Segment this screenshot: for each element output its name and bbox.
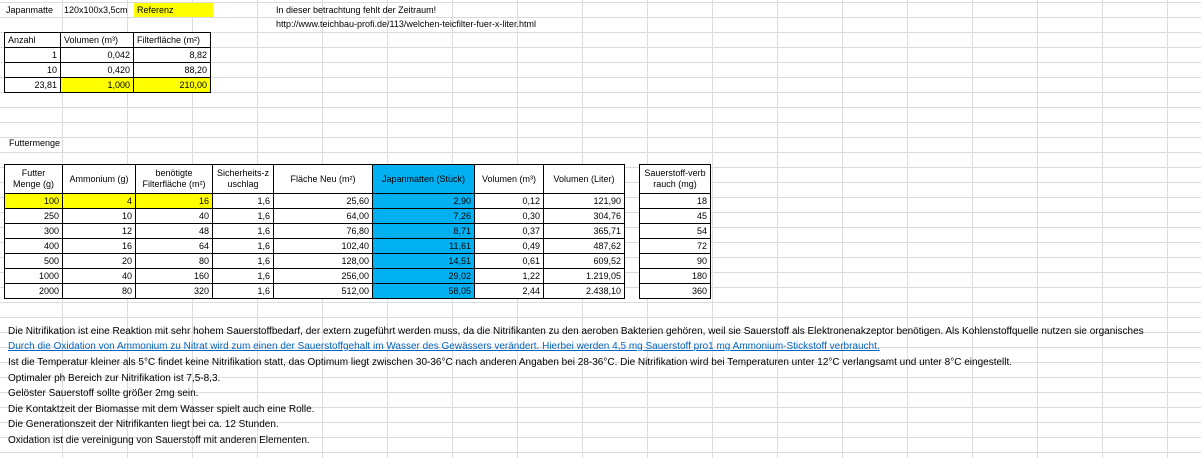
- table-cell[interactable]: 1,6: [213, 209, 274, 224]
- header-sauerstoffverbrauch[interactable]: Sauerstoff-verbrauch (mg): [640, 165, 711, 194]
- header-flaeche-neu[interactable]: Fläche Neu (m²): [274, 165, 373, 194]
- table-cell[interactable]: 320: [136, 284, 213, 299]
- table-cell[interactable]: 1,6: [213, 224, 274, 239]
- table-cell[interactable]: 7,26: [373, 209, 475, 224]
- table-cell[interactable]: 54: [640, 224, 711, 239]
- cell-note-zeitraum[interactable]: In dieser betrachtung fehlt der Zeitraum!: [276, 5, 437, 15]
- table-cell[interactable]: 360: [640, 284, 711, 299]
- small-header-filterflaeche[interactable]: Filterfläche (m²): [134, 33, 211, 48]
- table-cell[interactable]: 25,60: [274, 194, 373, 209]
- note-line[interactable]: Die Nitrifikation ist eine Reaktion mit sehr hohem Sauerstoffbedarf, der extern zugeführt werden muss, da die Nitrifikanten zu den aeroben Bakterien gehören, weil sie Sauerstoff als Elektronenakzeptor benötigen. Als Kohlenstoffquelle nutzen sie organisches: [8, 326, 1144, 337]
- table-cell[interactable]: 48: [136, 224, 213, 239]
- header-volumen-liter[interactable]: Volumen (Liter): [544, 165, 625, 194]
- table-cell[interactable]: 160: [136, 269, 213, 284]
- cell-referenz[interactable]: Referenz: [134, 3, 213, 17]
- table-cell[interactable]: 128,00: [274, 254, 373, 269]
- table-cell[interactable]: 80: [63, 284, 136, 299]
- table-cell[interactable]: 8,71: [373, 224, 475, 239]
- table-cell[interactable]: 10: [63, 209, 136, 224]
- table-cell[interactable]: 29,02: [373, 269, 475, 284]
- table-cell[interactable]: 20: [63, 254, 136, 269]
- cell-url[interactable]: http://www.teichbau-profi.de/113/welchen-teicfilter-fuer-x-liter.html: [276, 19, 536, 29]
- table-cell[interactable]: 64,00: [274, 209, 373, 224]
- table-cell-highlight[interactable]: 1,000: [61, 78, 134, 93]
- table-cell[interactable]: 1,22: [475, 269, 544, 284]
- table-cell[interactable]: 1,6: [213, 254, 274, 269]
- table-cell[interactable]: 0,49: [475, 239, 544, 254]
- table-cell[interactable]: 0,61: [475, 254, 544, 269]
- small-header-volumen[interactable]: Volumen (m³): [61, 33, 134, 48]
- header-volumen-m3[interactable]: Volumen (m³): [475, 165, 544, 194]
- note-line[interactable]: Optimaler ph Bereich zur Nitrifikation ist 7,5-8,3.: [8, 373, 221, 384]
- table-cell[interactable]: 0,12: [475, 194, 544, 209]
- header-ammonium[interactable]: Ammonium (g): [63, 165, 136, 194]
- table-cell[interactable]: 609,52: [544, 254, 625, 269]
- table-cell[interactable]: 1.219,05: [544, 269, 625, 284]
- note-line[interactable]: Oxidation ist die vereinigung von Sauerstoff mit anderen Elementen.: [8, 435, 310, 446]
- table-cell[interactable]: 102,40: [274, 239, 373, 254]
- table-cell[interactable]: 365,71: [544, 224, 625, 239]
- cell-japanmatte-label[interactable]: Japanmatte: [6, 5, 54, 15]
- table-cell[interactable]: 400: [5, 239, 63, 254]
- note-line[interactable]: Ist die Temperatur kleiner als 5°C findet keine Nitrifikation statt, das Optimum liegt zwischen 30-36°C nach anderen Angaben bei 28-36°C. Die Nitrifikation wird bei Temperaturen unter 12°C verlangsamt und unter 8°C eingestellt.: [8, 357, 1013, 368]
- note-line[interactable]: Gelöster Sauerstoff sollte größer 2mg sein.: [8, 388, 199, 399]
- header-futter-menge[interactable]: Futter Menge (g): [5, 165, 63, 194]
- table-cell[interactable]: 1000: [5, 269, 63, 284]
- table-cell[interactable]: 4: [63, 194, 136, 209]
- table-cell[interactable]: 1,6: [213, 194, 274, 209]
- table-cell[interactable]: 0,042: [61, 48, 134, 63]
- table-cell[interactable]: 88,20: [134, 63, 211, 78]
- table-cell[interactable]: 12: [63, 224, 136, 239]
- table-cell[interactable]: 18: [640, 194, 711, 209]
- note-line[interactable]: Die Kontaktzeit der Biomasse mit dem Wasser spielt auch eine Rolle.: [8, 404, 315, 415]
- table-cell[interactable]: 300: [5, 224, 63, 239]
- table-cell-highlight[interactable]: 210,00: [134, 78, 211, 93]
- table-cell[interactable]: 2000: [5, 284, 63, 299]
- table-cell[interactable]: 40: [63, 269, 136, 284]
- table-cell[interactable]: 0,37: [475, 224, 544, 239]
- table-cell[interactable]: 76,80: [274, 224, 373, 239]
- table-cell[interactable]: 90: [640, 254, 711, 269]
- table-cell[interactable]: 256,00: [274, 269, 373, 284]
- table-cell[interactable]: 121,90: [544, 194, 625, 209]
- table-cell[interactable]: 8,82: [134, 48, 211, 63]
- header-sicherheitszuschlag[interactable]: Sicherheits-zuschlag: [213, 165, 274, 194]
- table-cell[interactable]: 64: [136, 239, 213, 254]
- table-cell[interactable]: 11,61: [373, 239, 475, 254]
- table-cell[interactable]: 16: [63, 239, 136, 254]
- table-cell[interactable]: 1: [5, 48, 61, 63]
- note-line[interactable]: Die Generationszeit der Nitrifikanten liegt bei ca. 12 Stunden.: [8, 419, 279, 430]
- small-table: [4, 32, 211, 93]
- table-cell[interactable]: 0,30: [475, 209, 544, 224]
- table-cell[interactable]: 180: [640, 269, 711, 284]
- table-cell[interactable]: 10: [5, 63, 61, 78]
- table-cell[interactable]: 304,76: [544, 209, 625, 224]
- notes-area: [0, 324, 1201, 456]
- table-cell[interactable]: 0,420: [61, 63, 134, 78]
- table-cell[interactable]: 1,6: [213, 269, 274, 284]
- table-cell[interactable]: 2,44: [475, 284, 544, 299]
- table-cell[interactable]: 487,62: [544, 239, 625, 254]
- header-japanmatten[interactable]: Japanmatten (Stück): [373, 165, 475, 194]
- table-cell[interactable]: 14,51: [373, 254, 475, 269]
- table-cell[interactable]: 45: [640, 209, 711, 224]
- table-cell[interactable]: 512,00: [274, 284, 373, 299]
- table-cell[interactable]: 1,6: [213, 284, 274, 299]
- table-cell[interactable]: 250: [5, 209, 63, 224]
- table-cell[interactable]: 58,05: [373, 284, 475, 299]
- table-cell[interactable]: 500: [5, 254, 63, 269]
- header-filterflaeche[interactable]: benötigte Filterfläche (m²): [136, 165, 213, 194]
- note-line-link[interactable]: Durch die Oxidation von Ammonium zu Nitrat wird zum einen der Sauerstoffgehalt im Wasser des Gewässers verändert. Hierbei werden 4,5 mg Sauerstoff pro1 mg Ammonium-Stickstoff verbraucht.: [8, 341, 880, 352]
- table-cell[interactable]: 2.438,10: [544, 284, 625, 299]
- table-cell[interactable]: 16: [136, 194, 213, 209]
- table-cell[interactable]: 23,81: [5, 78, 61, 93]
- oxygen-table: [639, 164, 711, 299]
- cell-futtermenge[interactable]: Futtermenge: [9, 138, 61, 148]
- table-cell[interactable]: 2,90: [373, 194, 475, 209]
- table-cell[interactable]: 40: [136, 209, 213, 224]
- table-cell[interactable]: 1,6: [213, 239, 274, 254]
- table-cell[interactable]: 100: [5, 194, 63, 209]
- small-header-anzahl[interactable]: Anzahl: [5, 33, 61, 48]
- main-table: [4, 164, 625, 299]
- cell-japanmatte-size[interactable]: 120x100x3,5cm: [64, 5, 128, 15]
- table-cell[interactable]: 72: [640, 239, 711, 254]
- table-cell[interactable]: 80: [136, 254, 213, 269]
